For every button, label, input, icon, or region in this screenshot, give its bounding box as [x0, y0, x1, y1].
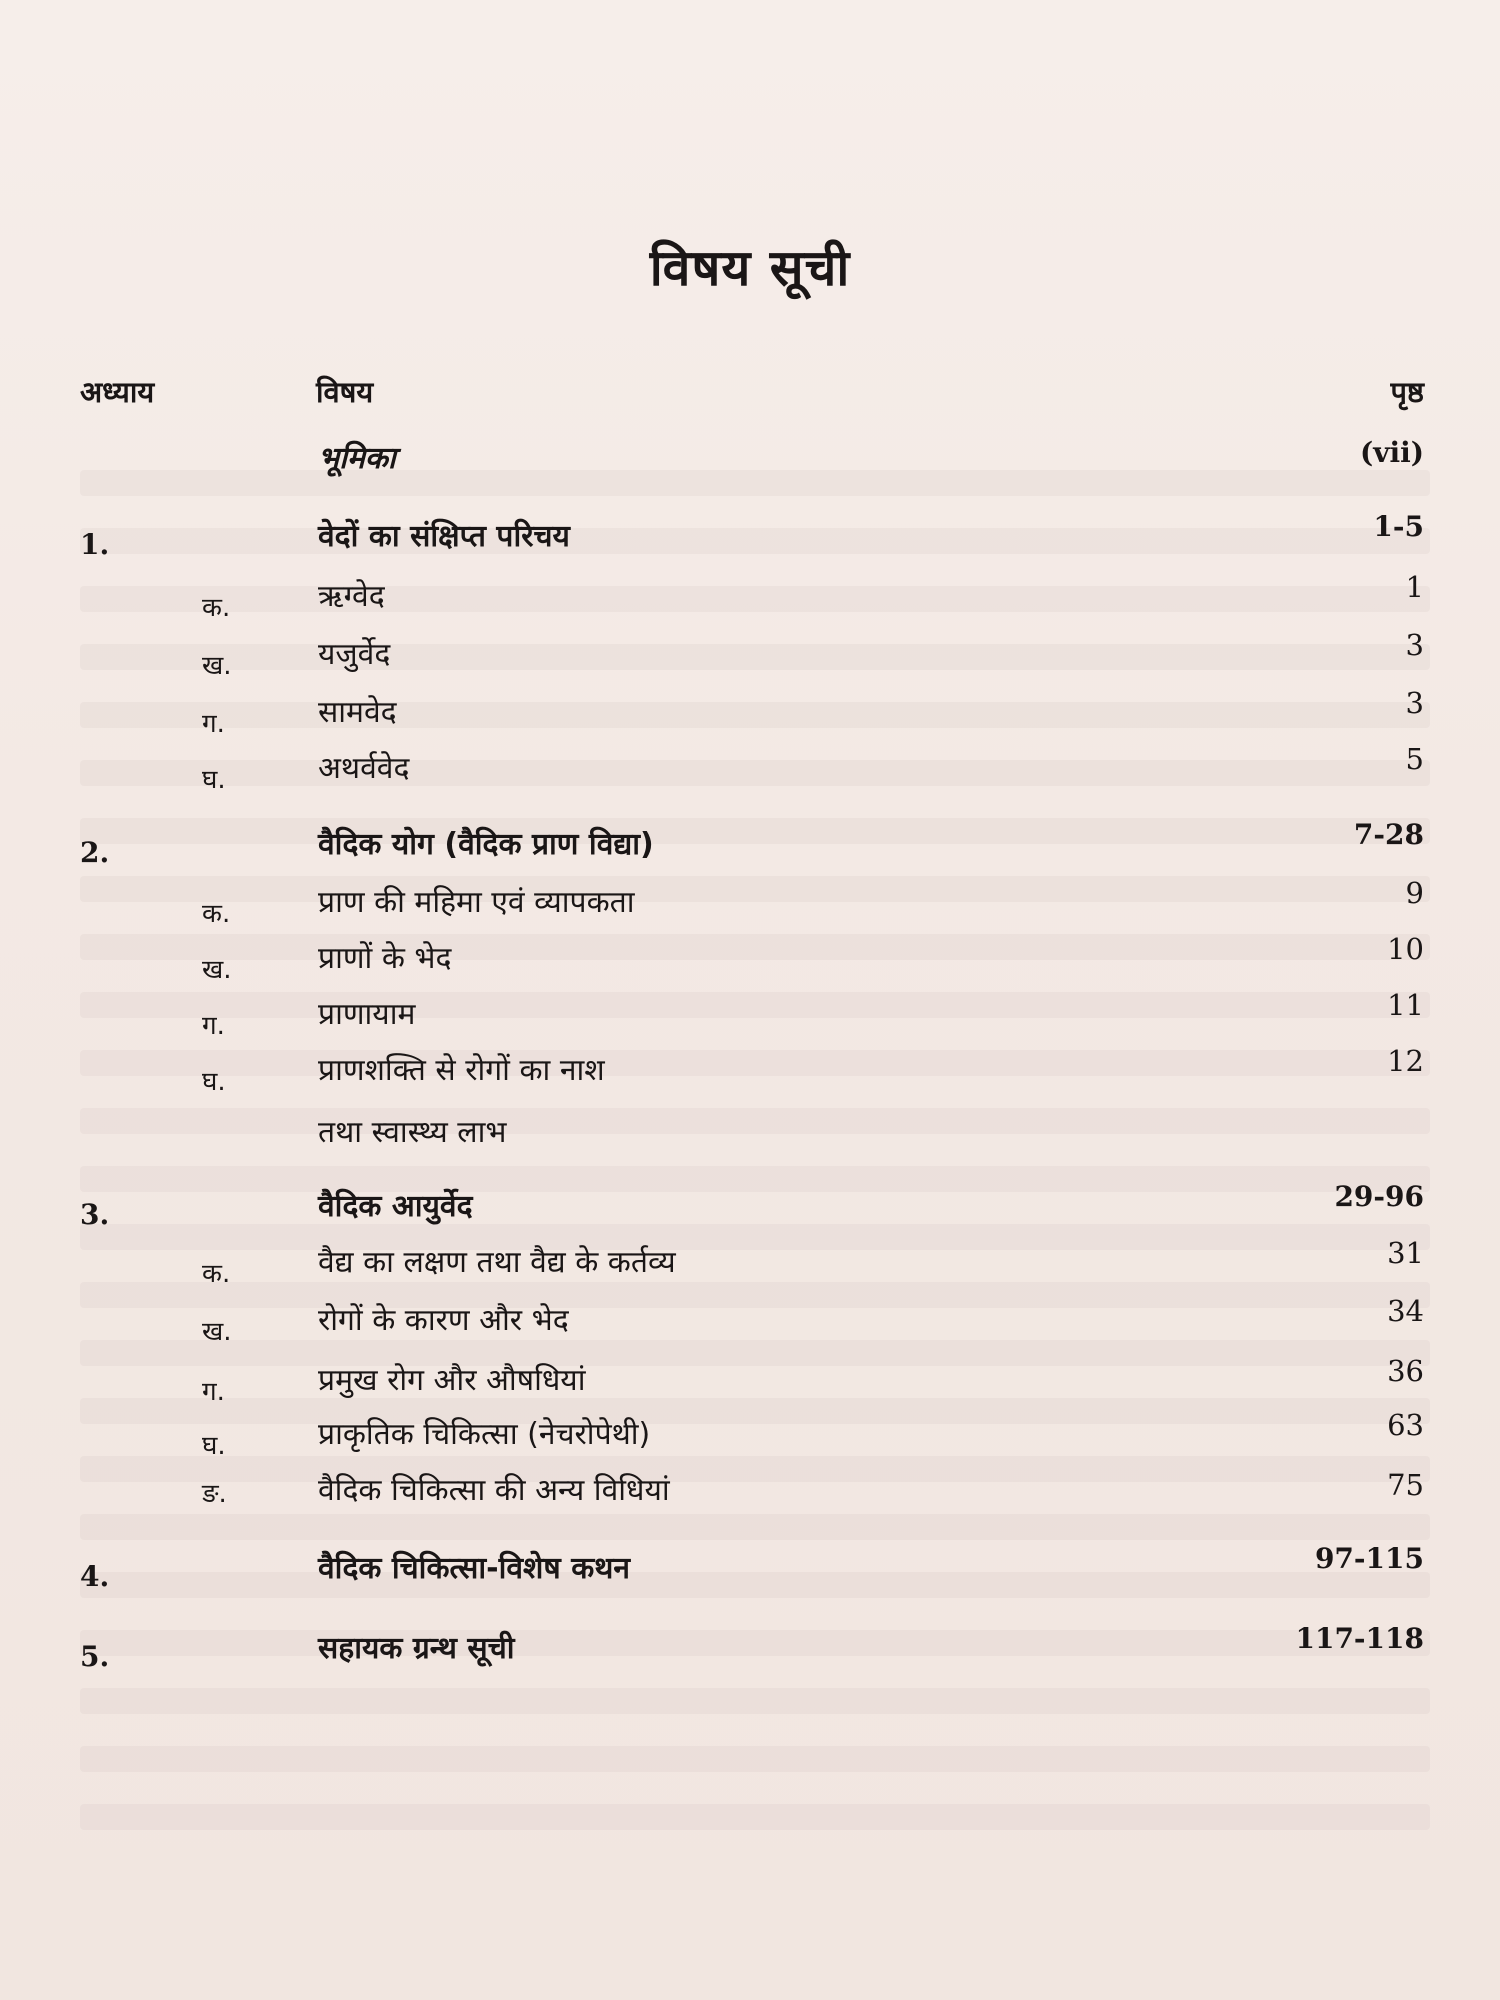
item-page: 12 — [1387, 1044, 1424, 1078]
item-page: 11 — [1387, 988, 1424, 1022]
toc-item-row — [0, 744, 1500, 794]
item-mark: ग. — [202, 1377, 225, 1407]
toc-chapter-row — [0, 1542, 1500, 1596]
item-mark: घ. — [202, 765, 226, 795]
column-header-subject: विषय — [316, 375, 374, 409]
preface-title: भूमिका — [318, 441, 396, 476]
item-title: सामवेद — [318, 695, 397, 730]
toc-item-row — [0, 630, 1500, 680]
item-title: रोगों के कारण और भेद — [318, 1303, 569, 1338]
item-page: 1 — [1405, 570, 1424, 604]
toc-chapter-row — [0, 510, 1500, 564]
item-title: वैदिक चिकित्सा की अन्य विधियां — [318, 1473, 670, 1508]
chapter-title: वैदिक योग (वैदिक प्राण विद्या) — [318, 827, 654, 862]
item-page: 10 — [1387, 932, 1424, 966]
item-title-continuation: तथा स्वास्थ्य लाभ — [318, 1115, 507, 1150]
item-title: प्राणायाम — [318, 997, 416, 1032]
item-mark: ख. — [202, 651, 232, 681]
item-mark: ङ. — [202, 1479, 227, 1509]
item-mark: क. — [202, 1259, 231, 1289]
item-title: प्राणशक्ति से रोगों का नाश — [318, 1053, 605, 1088]
item-page: 31 — [1387, 1236, 1424, 1270]
item-page: 5 — [1405, 742, 1424, 776]
toc-item-row — [0, 1468, 1500, 1518]
chapter-number: 2. — [80, 836, 110, 869]
chapter-title: वैदिक चिकित्सा-विशेष कथन — [318, 1551, 631, 1586]
toc-chapter-row — [0, 818, 1500, 872]
chapter-number: 1. — [80, 528, 110, 561]
toc-item-row — [0, 990, 1500, 1040]
preface-page: (vii) — [1359, 436, 1424, 469]
chapter-number: 3. — [80, 1198, 110, 1231]
toc-item-row — [0, 1408, 1500, 1462]
chapter-pages: 97-115 — [1314, 1542, 1424, 1575]
item-page: 3 — [1405, 686, 1424, 720]
toc-item-row — [0, 878, 1500, 928]
item-title: प्राकृतिक चिकित्सा (नेचरोपेथी) — [318, 1417, 651, 1452]
item-mark: घ. — [202, 1067, 226, 1097]
item-page: 34 — [1387, 1294, 1424, 1328]
chapter-title: सहायक ग्रन्थ सूची — [318, 1631, 515, 1666]
item-title: प्रमुख रोग और औषधियां — [318, 1363, 586, 1398]
item-title: प्राणों के भेद — [318, 941, 452, 976]
item-mark: ख. — [202, 1317, 232, 1347]
chapter-pages: 29-96 — [1334, 1180, 1424, 1213]
item-mark: ग. — [202, 709, 225, 739]
toc-item-row — [0, 1046, 1500, 1096]
toc-chapter-row — [0, 1180, 1500, 1234]
chapter-pages: 7-28 — [1353, 818, 1424, 851]
item-page: 63 — [1387, 1408, 1424, 1442]
item-title: वैद्य का लक्षण तथा वैद्य के कर्तव्य — [318, 1245, 676, 1280]
page-title: विषय सूची — [649, 239, 851, 297]
item-page: 9 — [1405, 876, 1424, 910]
toc-item-row — [0, 934, 1500, 984]
column-header-page: पृष्ठ — [1390, 375, 1424, 409]
chapter-pages: 117-118 — [1295, 1622, 1424, 1655]
toc-chapter-row — [0, 1622, 1500, 1676]
chapter-pages: 1-5 — [1373, 510, 1424, 543]
item-mark: क. — [202, 593, 231, 623]
toc-item-row — [0, 1236, 1500, 1290]
item-mark: घ. — [202, 1431, 226, 1461]
column-header-chapter: अध्याय — [80, 375, 155, 409]
item-mark: क. — [202, 899, 231, 929]
item-page: 36 — [1387, 1354, 1424, 1388]
chapter-title: वेदों का संक्षिप्त परिचय — [318, 519, 570, 554]
toc-item-continuation — [0, 1108, 1500, 1158]
item-mark: ख. — [202, 955, 232, 985]
item-title: प्राण की महिमा एवं व्यापकता — [318, 885, 635, 920]
item-mark: ग. — [202, 1011, 225, 1041]
toc-item-row — [0, 572, 1500, 622]
item-title: ऋग्वेद — [318, 579, 385, 614]
item-page: 75 — [1387, 1468, 1424, 1502]
item-title: अथर्ववेद — [318, 751, 410, 786]
chapter-number: 4. — [80, 1560, 110, 1593]
item-page: 3 — [1405, 628, 1424, 662]
toc-item-row — [0, 688, 1500, 738]
chapter-title: वैदिक आयुर्वेद — [318, 1189, 473, 1224]
toc-row-preface — [0, 436, 1500, 486]
chapter-number: 5. — [80, 1640, 110, 1673]
toc-item-row — [0, 1294, 1500, 1348]
item-title: यजुर्वेद — [318, 637, 391, 672]
toc-item-row — [0, 1354, 1500, 1408]
